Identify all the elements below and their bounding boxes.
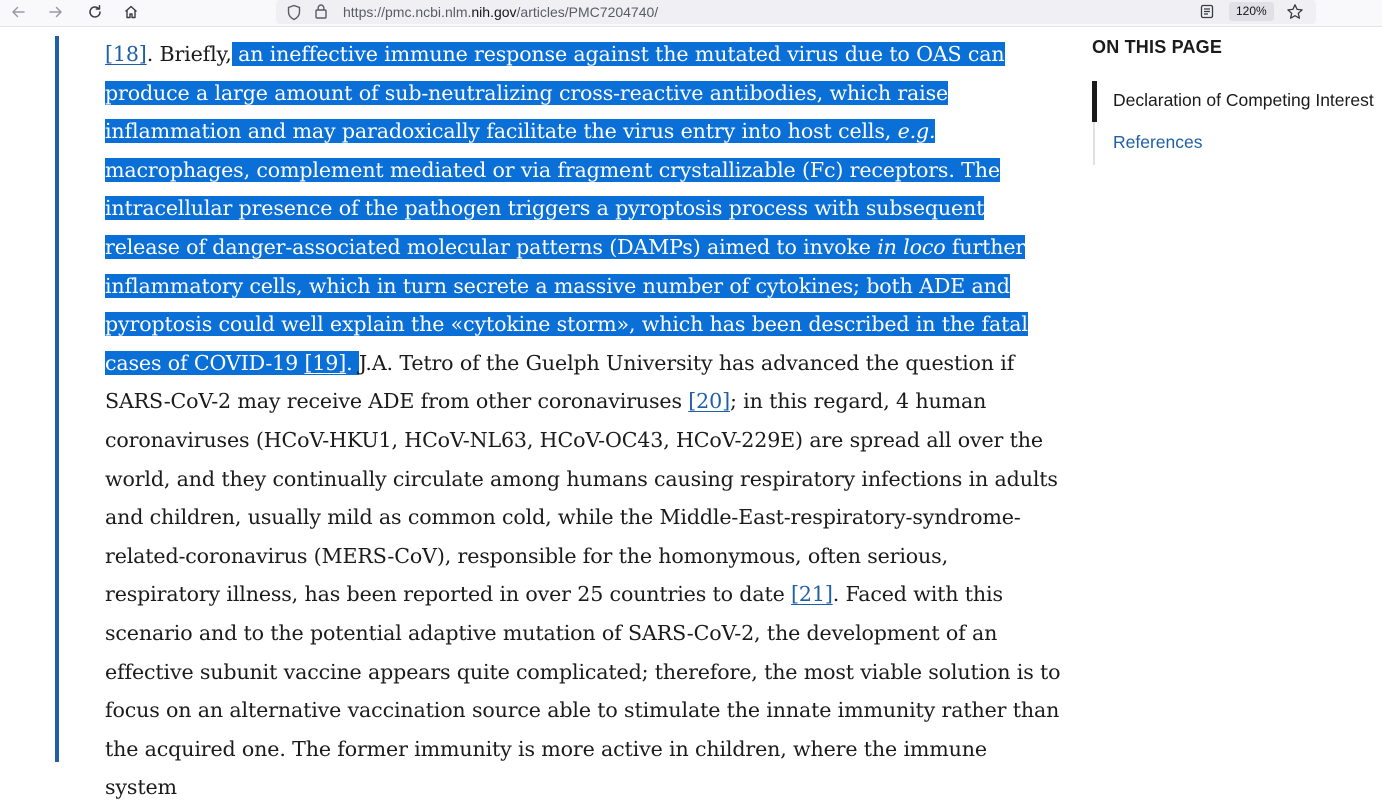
home-icon[interactable]: [119, 1, 143, 23]
italic-text: e.g.: [897, 119, 936, 144]
text-segment: further inflammatory cells, which in turn secrete a massive number of cytokines; both ADE and pyroptosis could well explain the «cytokine storm», which has been described in the fatal cases of COVID-19: [105, 234, 1028, 375]
citation-link-19[interactable]: [19]: [304, 350, 347, 375]
address-bar[interactable]: [276, 0, 1316, 24]
browser-toolbar: [0, 0, 1382, 27]
citation-link-21[interactable]: [21]: [791, 582, 833, 607]
citation-link-18[interactable]: [18]: [105, 42, 147, 66]
text-segment: J.A. Tetro of the Guelph University has advanced the question if SARS-CoV-2 may receive ADE from other coronaviruses: [105, 350, 1015, 414]
text-segment: ; in this regard, 4 human coronaviruses (HCoV-HKU1, HCoV-NL63, HCoV-OC43, HCoV-229E) are spread all over the world, and they continually circulate among humans causing respiratory infections in adults and children, usually mild as common cold, while the Middle-East-respiratory-syndrome-related-coronavirus (MERS-CoV), responsible for the homonymous, often serious, respiratory illness, has been reported in over 25 countries to date: [105, 389, 1058, 607]
back-arrow-icon[interactable]: [6, 1, 30, 23]
selected-text: [105, 42, 1028, 375]
sidebar-item-references[interactable]: References: [1113, 132, 1203, 152]
shield-icon[interactable]: [286, 4, 302, 25]
citation-link-20[interactable]: [20]: [688, 389, 730, 414]
lock-icon[interactable]: [314, 3, 328, 24]
url-mid: nlm.: [444, 4, 472, 20]
article-accent-bar: [55, 36, 59, 762]
url-domain: nih.gov: [471, 4, 517, 20]
italic-text: in loco: [877, 234, 946, 259]
text-segment: an ineffective immune response against the mutated virus due to OAS can produce a large amount of sub-neutralizing cross-reactive antibodies, which raise inflammation and may paradoxically facilitate the virus entry into host cells,: [105, 42, 1005, 144]
star-icon[interactable]: [1286, 3, 1304, 25]
article-paragraph: [105, 35, 1065, 807]
url-text[interactable]: [343, 3, 658, 21]
url-path: /articles/PMC7204740/: [516, 4, 659, 20]
reload-icon[interactable]: [83, 1, 107, 23]
on-this-page-heading: ON THIS PAGE: [1092, 37, 1223, 57]
zoom-level-badge[interactable]: 120%: [1229, 2, 1274, 21]
url-prefix: https://pmc.ncbi.: [343, 4, 445, 20]
text-segment: . Briefly,: [146, 42, 232, 66]
text-segment: . Faced with this scenario and to the potential adaptive mutation of SARS-CoV-2, the development of an effective subunit vaccine appears quite complicated; therefore, the most viable solution is to focus on an alternative vaccination source able to stimulate the innate immunity rather than the acquired one. The former immunity is more active in children, where the immune system: [105, 582, 1061, 800]
active-item-indicator: [1092, 81, 1097, 122]
forward-arrow-icon[interactable]: [44, 1, 68, 23]
text-segment: .: [346, 350, 359, 375]
sidebar-item-competing-interest[interactable]: Declaration of Competing Interest: [1113, 90, 1374, 110]
reader-view-icon[interactable]: [1200, 4, 1214, 23]
text-segment: macrophages, complement mediated or via fragment crystallizable (Fc) receptors. The intracellular presence of the pathogen triggers a pyroptosis process with subsequent release of danger-associated molecular patterns (DAMPs) aimed to invoke: [105, 157, 1000, 259]
